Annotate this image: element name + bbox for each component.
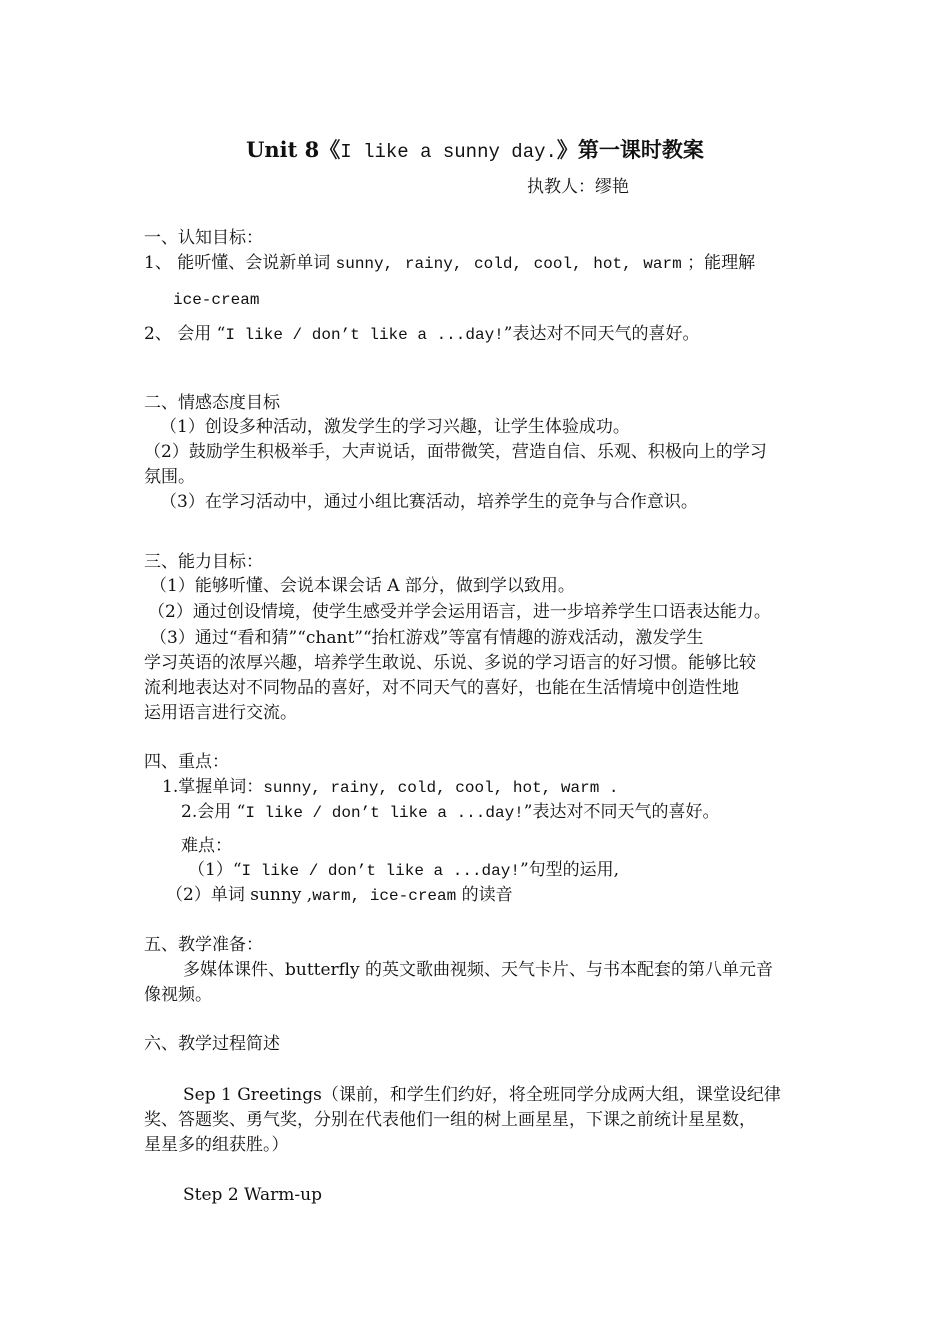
s4-heading: 四、重点： xyxy=(144,752,229,772)
s4-diff1-pre: （1）“ xyxy=(188,860,242,880)
s4-diff2-post: 的读音 xyxy=(456,885,513,905)
s6-heading: 六、教学过程简述 xyxy=(144,1034,280,1054)
s3-p3b: 学习英语的浓厚兴趣，培养学生敢说、乐说、多说的学习语言的好习惯。能够比较 xyxy=(144,653,756,673)
s4-key2-mono: I like / don’t like a ...day! xyxy=(245,804,524,822)
s4-key2 xyxy=(181,801,719,824)
s3-heading: 三、能力目标： xyxy=(144,552,263,572)
s2-p2a: （2）鼓励学生积极举手，大声说话，面带微笑，营造自信、乐观、积极向上的学习 xyxy=(144,442,767,462)
s6-step1b: 奖、答题奖、勇气奖，分别在代表他们一组的树上画星星，下课之前统计星星数， xyxy=(144,1110,756,1130)
s5-p1a: 多媒体课件、butterfly 的英文歌曲视频、天气卡片、与书本配套的第八单元音 xyxy=(183,960,774,980)
s1-item1 xyxy=(144,252,806,275)
s4-difficulty-heading: 难点： xyxy=(181,836,232,856)
s6-step2: Step 2 Warm-up xyxy=(183,1185,322,1205)
s1-item1-pre: 1、 能听懂、会说新单词 xyxy=(144,253,336,273)
s1-item2-mono: I like / don’t like a ...day! xyxy=(225,326,504,344)
s1-item1-post: ；能理解 xyxy=(681,253,756,273)
s6-step1c: 星星多的组获胜。） xyxy=(144,1135,289,1155)
s2-p1: （1）创设多种活动，激发学生的学习兴趣，让学生体验成功。 xyxy=(160,417,630,437)
s4-diff2 xyxy=(166,884,513,907)
s1-item2 xyxy=(144,323,699,346)
s4-diff2-mono: warm, ice-cream xyxy=(312,887,457,905)
s4-diff2-pre: （2）单词 sunny , xyxy=(166,885,313,905)
s1-heading: 一、认知目标： xyxy=(144,228,263,248)
s3-p3c: 流利地表达对不同物品的喜好，对不同天气的喜好，也能在生活情境中创造性地 xyxy=(144,678,739,698)
title-suffix: 》第一课时教案 xyxy=(556,137,704,162)
s4-key2-pre: 2.会用 “ xyxy=(181,802,246,822)
s3-p3a: （3）通过“看和猜”“chant”“抬杠游戏”等富有情趣的游戏活动，激发学生 xyxy=(150,628,704,648)
s5-p1b: 像视频。 xyxy=(144,985,212,1005)
document-title xyxy=(0,136,950,166)
title-prefix: Unit 8《 xyxy=(246,137,341,162)
s2-p2b: 氛围。 xyxy=(144,467,195,487)
s4-diff1-mono: I like / don’t like a ...day! xyxy=(241,862,520,880)
s4-key2-post: ”表达对不同天气的喜好。 xyxy=(523,802,720,822)
s2-p3: （3）在学习活动中，通过小组比赛活动，培养学生的竞争与合作意识。 xyxy=(160,492,698,512)
s4-diff1-post: ”句型的运用, xyxy=(519,860,620,880)
s1-item2-pre: 2、 会用 “ xyxy=(144,324,226,344)
s3-p3d: 运用语言进行交流。 xyxy=(144,703,297,723)
s6-step1a: Sep 1 Greetings（课前，和学生们约好，将全班同学分成两大组，课堂设纪律 xyxy=(183,1085,781,1105)
s1-item1-words: sunny, rainy, cold, cool, hot, warm xyxy=(335,255,682,273)
s4-key1-pre: 1.掌握单词： xyxy=(162,777,264,797)
s4-key1 xyxy=(162,776,619,799)
s3-p1: （1）能够听懂、会说本课会话 A 部分，做到学以致用。 xyxy=(150,576,575,596)
s2-heading: 二、情感态度目标 xyxy=(144,393,280,413)
s4-key1-words: sunny, rainy, cold, cool, hot, warm . xyxy=(263,779,619,797)
s5-heading: 五、教学准备： xyxy=(144,935,263,955)
s3-p2: （2）通过创设情境，使学生感受并学会运用语言，进一步培养学生口语表达能力。 xyxy=(148,602,771,622)
s1-item2-post: ”表达对不同天气的喜好。 xyxy=(503,324,700,344)
s4-diff1 xyxy=(188,859,619,882)
author-line: 执教人：缪艳 xyxy=(527,177,629,197)
s1-item1-cont: ice-cream xyxy=(173,291,260,309)
title-mono: I like a sunny day. xyxy=(340,141,557,163)
